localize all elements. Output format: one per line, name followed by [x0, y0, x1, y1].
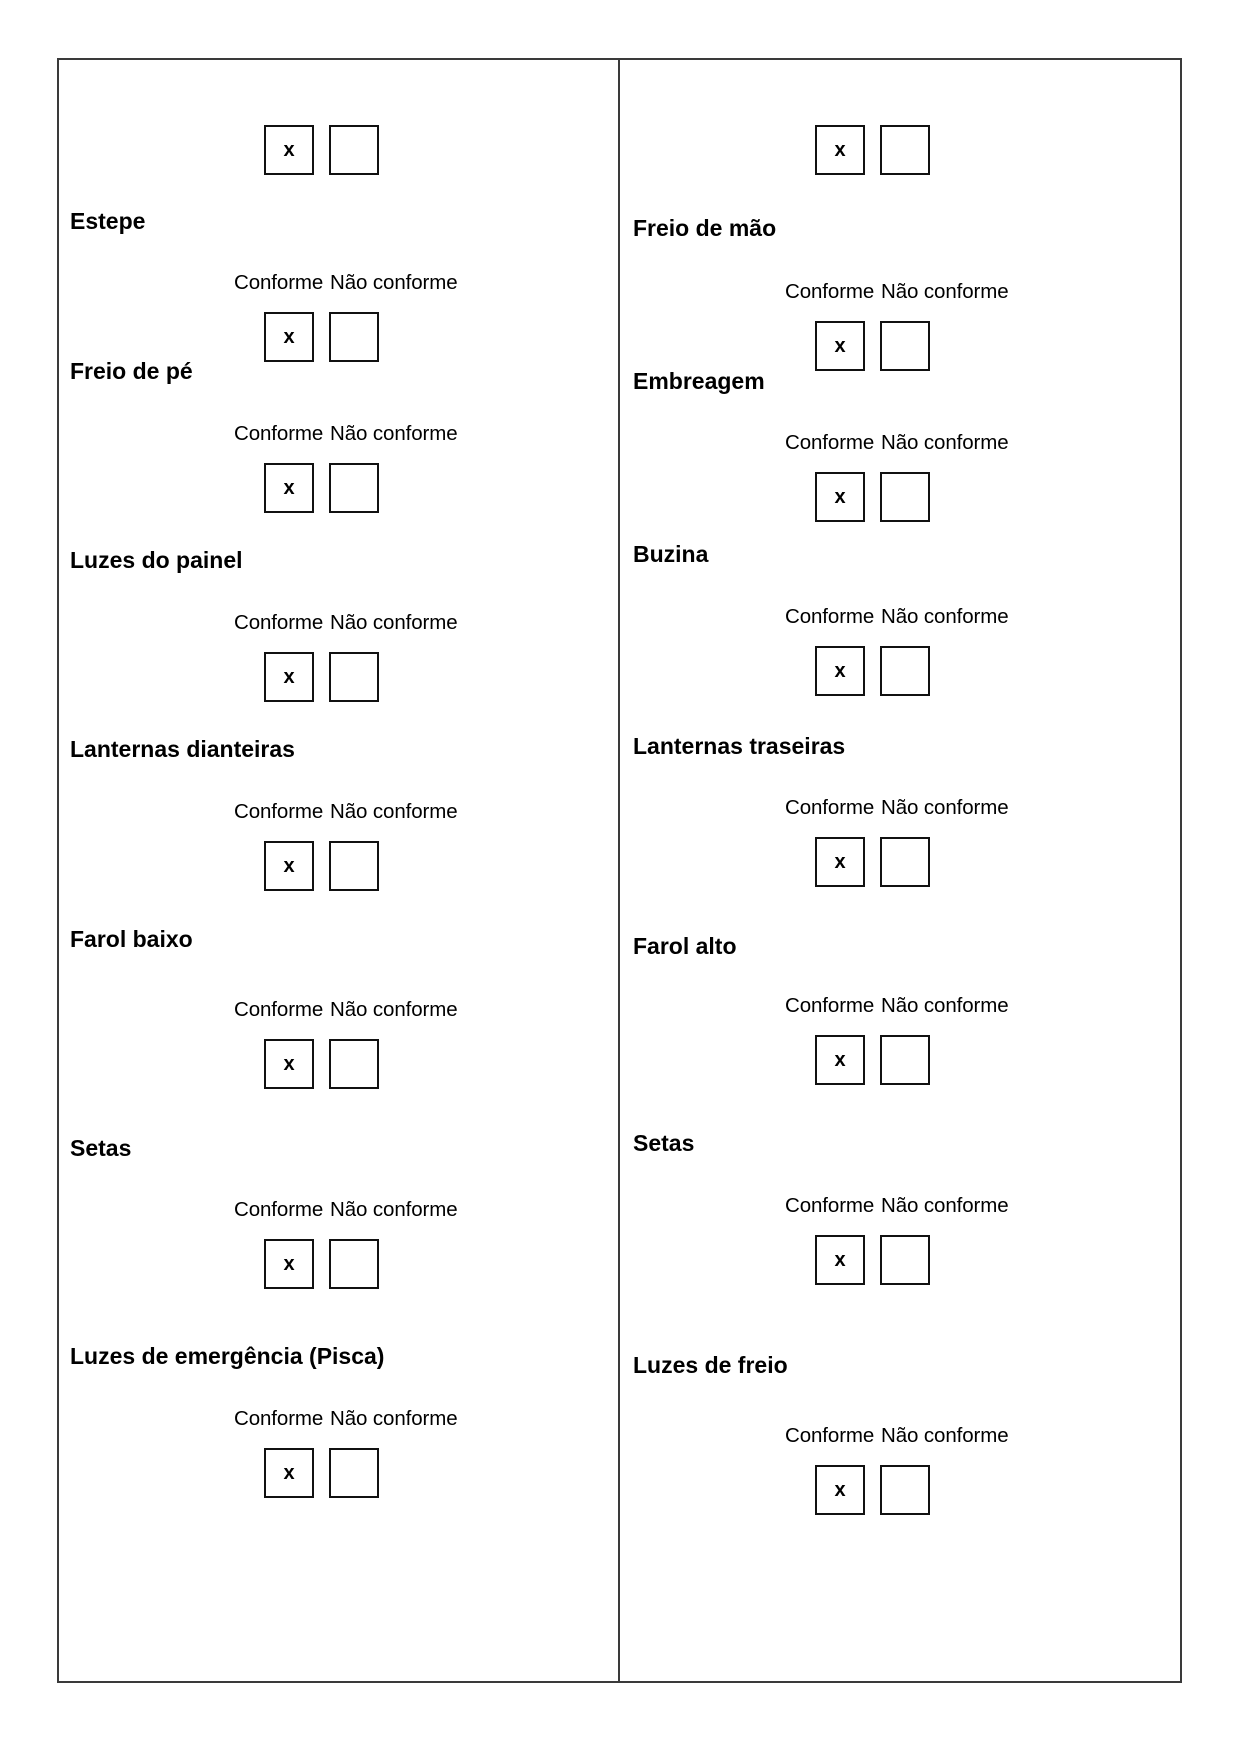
- checklist-item-label: Luzes do painel: [70, 547, 243, 573]
- checkbox-pair: [264, 652, 379, 702]
- checkbox-nao-conforme[interactable]: [329, 312, 379, 362]
- checkbox-nao-conforme[interactable]: [880, 125, 930, 175]
- checklist-column-left: [59, 60, 620, 1681]
- checkbox-pair: [815, 1035, 930, 1085]
- checkbox-pair: [815, 472, 930, 522]
- nao-conforme-label: Não conforme: [330, 800, 458, 823]
- checkbox-conforme[interactable]: x: [815, 1235, 865, 1285]
- conforme-label: Conforme: [785, 605, 875, 628]
- checkbox-pair: [815, 321, 930, 371]
- checkbox-pair: [264, 1039, 379, 1089]
- checklist-item-label: Luzes de emergência (Pisca): [70, 1343, 385, 1369]
- checkbox-pair: [815, 125, 930, 175]
- choice-header: [234, 1000, 470, 1021]
- choice-header: [785, 433, 1021, 454]
- nao-conforme-label: Não conforme: [881, 1424, 1009, 1447]
- checkbox-conforme[interactable]: x: [815, 1035, 865, 1085]
- choice-header: [785, 1196, 1021, 1217]
- checklist-item-label: Lanternas dianteiras: [70, 736, 295, 762]
- nao-conforme-label: Não conforme: [330, 998, 458, 1021]
- checklist-item-label: Farol alto: [633, 933, 737, 959]
- checkbox-nao-conforme[interactable]: [880, 472, 930, 522]
- checkbox-pair: [815, 1235, 930, 1285]
- checkbox-conforme[interactable]: x: [815, 837, 865, 887]
- checkbox-conforme[interactable]: x: [264, 125, 314, 175]
- checklist-item-label: Lanternas traseiras: [633, 733, 846, 759]
- checkbox-nao-conforme[interactable]: [329, 1239, 379, 1289]
- nao-conforme-label: Não conforme: [330, 611, 458, 634]
- checkbox-nao-conforme[interactable]: [329, 1448, 379, 1498]
- choice-header: [234, 1409, 470, 1430]
- checklist-item-label: Embreagem: [633, 368, 765, 394]
- conforme-label: Conforme: [234, 800, 324, 823]
- checkbox-conforme[interactable]: x: [815, 472, 865, 522]
- inspection-form-frame: [57, 58, 1182, 1683]
- checklist-item-label: Buzina: [633, 541, 709, 567]
- checklist-item-label: Estepe: [70, 208, 146, 234]
- choice-header: [234, 273, 470, 294]
- choice-header: [234, 613, 470, 634]
- checkbox-nao-conforme[interactable]: [880, 321, 930, 371]
- checkbox-nao-conforme[interactable]: [329, 841, 379, 891]
- conforme-label: Conforme: [785, 1424, 875, 1447]
- checklist-item-label: Setas: [70, 1135, 132, 1161]
- nao-conforme-label: Não conforme: [881, 796, 1009, 819]
- nao-conforme-label: Não conforme: [881, 280, 1009, 303]
- checkbox-pair: [264, 463, 379, 513]
- checkbox-pair: [264, 1239, 379, 1289]
- conforme-label: Conforme: [785, 431, 875, 454]
- checkbox-conforme[interactable]: x: [815, 125, 865, 175]
- checkbox-conforme[interactable]: x: [264, 463, 314, 513]
- checklist-item-label: Freio de pé: [70, 358, 193, 384]
- choice-header: [785, 996, 1021, 1017]
- checkbox-pair: [264, 1448, 379, 1498]
- checklist-item-label: Freio de mão: [633, 215, 777, 241]
- choice-header: [234, 424, 470, 445]
- checkbox-nao-conforme[interactable]: [329, 125, 379, 175]
- choice-header: [234, 802, 470, 823]
- checkbox-nao-conforme[interactable]: [329, 652, 379, 702]
- checkbox-nao-conforme[interactable]: [880, 837, 930, 887]
- checkbox-pair: [815, 646, 930, 696]
- checkbox-pair: [264, 312, 379, 362]
- checkbox-pair: [815, 1465, 930, 1515]
- nao-conforme-label: Não conforme: [330, 1198, 458, 1221]
- checkbox-nao-conforme[interactable]: [880, 1035, 930, 1085]
- conforme-label: Conforme: [234, 998, 324, 1021]
- nao-conforme-label: Não conforme: [330, 422, 458, 445]
- conforme-label: Conforme: [234, 422, 324, 445]
- checkbox-nao-conforme[interactable]: [329, 1039, 379, 1089]
- conforme-label: Conforme: [785, 796, 875, 819]
- checkbox-nao-conforme[interactable]: [880, 1235, 930, 1285]
- nao-conforme-label: Não conforme: [881, 994, 1009, 1017]
- checkbox-conforme[interactable]: x: [815, 321, 865, 371]
- choice-header: [785, 798, 1021, 819]
- conforme-label: Conforme: [785, 280, 875, 303]
- checkbox-conforme[interactable]: x: [264, 312, 314, 362]
- nao-conforme-label: Não conforme: [330, 1407, 458, 1430]
- nao-conforme-label: Não conforme: [881, 431, 1009, 454]
- checkbox-conforme[interactable]: x: [815, 1465, 865, 1515]
- checkbox-conforme[interactable]: x: [264, 1039, 314, 1089]
- choice-header: [785, 282, 1021, 303]
- nao-conforme-label: Não conforme: [881, 605, 1009, 628]
- checkbox-nao-conforme[interactable]: [329, 463, 379, 513]
- checkbox-pair: [264, 841, 379, 891]
- nao-conforme-label: Não conforme: [881, 1194, 1009, 1217]
- checkbox-conforme[interactable]: x: [815, 646, 865, 696]
- conforme-label: Conforme: [234, 271, 324, 294]
- conforme-label: Conforme: [785, 1194, 875, 1217]
- checkbox-nao-conforme[interactable]: [880, 646, 930, 696]
- checkbox-conforme[interactable]: x: [264, 1239, 314, 1289]
- checklist-item-label: Setas: [633, 1130, 695, 1156]
- checklist-item-label: Farol baixo: [70, 926, 193, 952]
- checklist-item-label: Luzes de freio: [633, 1352, 788, 1378]
- checkbox-conforme[interactable]: x: [264, 652, 314, 702]
- checkbox-nao-conforme[interactable]: [880, 1465, 930, 1515]
- choice-header: [785, 1426, 1021, 1447]
- conforme-label: Conforme: [234, 611, 324, 634]
- checkbox-pair: [815, 837, 930, 887]
- checkbox-conforme[interactable]: x: [264, 1448, 314, 1498]
- nao-conforme-label: Não conforme: [330, 271, 458, 294]
- checkbox-pair: [264, 125, 379, 175]
- conforme-label: Conforme: [234, 1198, 324, 1221]
- choice-header: [234, 1200, 470, 1221]
- conforme-label: Conforme: [234, 1407, 324, 1430]
- conforme-label: Conforme: [785, 994, 875, 1017]
- checklist-column-right: [620, 60, 1180, 1681]
- choice-header: [785, 607, 1021, 628]
- checkbox-conforme[interactable]: x: [264, 841, 314, 891]
